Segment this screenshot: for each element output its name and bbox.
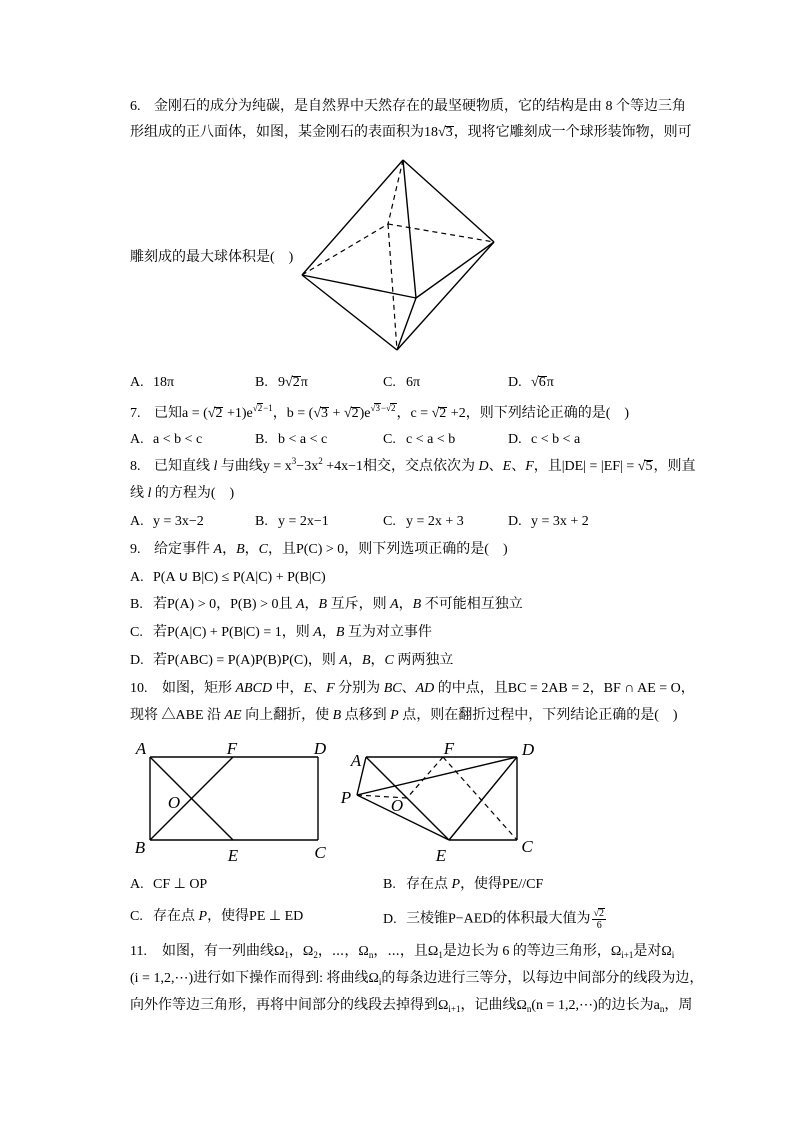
option-text: P(A ∪ B|C) ≤ P(A|C) + P(B|C) — [153, 570, 326, 585]
option-label: B. — [383, 877, 396, 892]
q10-option-d — [383, 908, 606, 931]
radical — [438, 124, 454, 142]
q9-option-d — [130, 652, 453, 670]
subscript: i — [671, 950, 675, 960]
q8-option-d — [508, 513, 589, 531]
vertex-label: P — [340, 788, 352, 807]
stem-text: 点，则在翻折过程中，下列结论正确的是( ) — [398, 708, 678, 723]
stem-text: 形组成的正八面体，如图，某金刚石的表面积为 — [130, 125, 424, 140]
figure-edge — [366, 757, 449, 840]
figure-edge — [357, 757, 517, 795]
stem-text: ，b = ( — [272, 406, 314, 421]
q11-stem-line-3 — [130, 997, 692, 1015]
vertex-label: B — [134, 838, 146, 857]
option-label: D. — [130, 653, 144, 668]
option-text: y = 2x + 3 — [406, 514, 464, 529]
q10-stem-line-2 — [130, 707, 678, 725]
stem-text: 的中点，且BC = 2AB = 2，BF ∩ AE = O， — [434, 681, 695, 696]
q9-option-c — [130, 624, 432, 642]
option-text: 两两独立 — [393, 653, 454, 668]
stem-text: −3x — [296, 459, 319, 474]
q7-option-d — [508, 431, 580, 449]
q7-stem-line-1 — [130, 403, 629, 421]
stem-text: 现将 △ABE 沿 — [130, 708, 225, 723]
variable: P — [390, 708, 399, 723]
variable: D — [478, 459, 489, 474]
radicand: 2 — [351, 406, 359, 421]
question-number: 6. — [130, 99, 141, 114]
stem-text: 点移到 — [341, 708, 391, 723]
radical — [593, 908, 605, 919]
option-label: A. — [130, 877, 144, 892]
stem-text: 分别为 — [334, 681, 384, 696]
question-number: 7. — [130, 406, 141, 421]
variable: C — [258, 542, 268, 557]
variable: AE — [224, 708, 242, 723]
option-text: 若P(A|C) + P(B|C) = 1，则 — [153, 625, 314, 640]
q6-option-b — [255, 374, 308, 392]
variable: A — [339, 653, 348, 668]
stem-text: 是边长为 6 的等边三角形，Ω — [442, 944, 622, 959]
octahedron-hidden-edge — [388, 224, 397, 350]
radical — [208, 405, 224, 423]
question-number: 11. — [130, 944, 147, 959]
radicand: 6 — [538, 375, 546, 390]
figure-edge — [449, 757, 517, 840]
radicand: 2 — [257, 403, 263, 413]
q9-option-b — [130, 596, 523, 614]
option-text: 三棱锥P−AED的体积最大值为 — [406, 911, 591, 927]
option-text: ， — [321, 625, 336, 640]
stem-text: 如图，矩形 — [162, 681, 236, 696]
option-label: C. — [130, 625, 143, 640]
subscript: 1 — [284, 950, 289, 960]
stem-text: ，则直 — [653, 459, 696, 474]
q8-option-b — [255, 513, 329, 531]
radical — [531, 374, 547, 392]
octahedron-edge — [416, 242, 494, 298]
variable: F — [326, 681, 335, 696]
option-label: B. — [130, 597, 143, 612]
q7-option-b — [255, 431, 327, 449]
option-text: c < b < a — [531, 432, 581, 447]
stem-text: 雕刻成的最大球体积是( ) — [130, 250, 294, 265]
stem-text: +1)e — [223, 406, 253, 421]
vertex-label: F — [226, 739, 238, 758]
q8-stem-line-2 — [130, 485, 234, 503]
variable: A — [390, 597, 399, 612]
vertex-label: A — [350, 751, 362, 770]
q11-stem-line-1 — [130, 943, 674, 961]
stem-text: ，且|DE| = |EF| = — [533, 459, 638, 474]
q8-stem-line-1 — [130, 458, 695, 476]
subscript: 1 — [438, 950, 443, 960]
option-label: C. — [130, 909, 143, 924]
subscript: i+1 — [621, 950, 634, 960]
radical — [344, 405, 360, 423]
option-text: 不可能相互独立 — [421, 597, 523, 612]
fraction-denominator: 6 — [596, 920, 602, 931]
option-label: C. — [383, 432, 396, 447]
fraction — [592, 908, 606, 931]
variable: BC — [383, 681, 402, 696]
option-label: B. — [255, 432, 268, 447]
variable: B — [236, 542, 245, 557]
fraction-numerator — [592, 908, 606, 920]
stem-text: ，且P(C) > 0，则下列选项正确的是( ) — [267, 542, 508, 557]
variable: C — [384, 653, 394, 668]
stem-text: ，c = — [396, 406, 432, 421]
stem-text: 是对Ω — [633, 944, 672, 959]
stem-text: ，Ω — [288, 944, 314, 959]
exponent-text: −1 — [263, 403, 273, 413]
stem-text: +4x−1相交，交点依次为 — [322, 459, 479, 474]
variable: B — [412, 597, 422, 612]
q9-option-a — [130, 569, 326, 587]
stem-text: 的每条边进行三等分，以每边中间部分的线段为边， — [381, 971, 704, 986]
vertex-label: O — [390, 796, 404, 815]
question-number: 10. — [130, 681, 148, 696]
vertex-label: O — [167, 793, 181, 812]
stem-text: ，周 — [664, 998, 693, 1013]
exponent — [371, 403, 397, 413]
stem-text: 、 — [511, 459, 526, 474]
octahedron-edge — [302, 160, 403, 275]
variable: A — [213, 542, 223, 557]
variable: l — [213, 459, 218, 474]
stem-text: 如图，有一列曲线Ω — [162, 944, 285, 959]
variable: P — [198, 909, 208, 924]
option-text: 存在点 — [406, 877, 452, 892]
stem-text: 与曲线y = x — [217, 459, 292, 474]
q10-option-a — [130, 876, 207, 894]
stem-text: 向外作等边三角形，再将中间部分的线段去掉得到Ω — [130, 998, 449, 1013]
variable: A — [313, 625, 322, 640]
radicand: 2 — [391, 403, 396, 413]
octahedron-hidden-edge — [302, 224, 388, 275]
stem-text: ， — [244, 542, 259, 557]
q6-option-d — [508, 374, 554, 392]
option-label: A. — [130, 570, 144, 585]
option-label: D. — [383, 911, 397, 927]
option-text: c < a < b — [406, 432, 456, 447]
stem-text: ，现将它雕刻成一个球形装饰物，则可 — [453, 125, 692, 140]
question-number: 8. — [130, 459, 141, 474]
stem-text: +2，则下列结论正确的是( ) — [447, 406, 630, 421]
option-text: y = 3x−2 — [153, 514, 204, 529]
variable: ABCD — [235, 681, 273, 696]
radical — [432, 405, 448, 423]
option-label: A. — [130, 432, 144, 447]
stem-text: ，⋯，Ω — [317, 944, 369, 959]
option-label: D. — [508, 432, 522, 447]
rectangle-fold-figures — [125, 735, 555, 865]
option-text: a < b < c — [153, 432, 203, 447]
octahedron-hidden-edge — [388, 224, 494, 242]
option-label: B. — [255, 514, 268, 529]
octahedron-edge — [403, 160, 494, 242]
option-text: ，使得PE//CF — [460, 877, 544, 892]
vertex-label: D — [521, 740, 535, 759]
option-text: CF ⊥ OP — [153, 877, 208, 892]
octahedron-figure — [295, 150, 505, 360]
option-label: C. — [383, 514, 396, 529]
option-label: A. — [130, 514, 144, 529]
radicand: 2 — [215, 406, 223, 421]
octahedron-edge — [397, 298, 416, 350]
stem-text: ，⋯，且Ω — [373, 944, 439, 959]
radical — [371, 403, 381, 412]
option-text: ，使得PE ⊥ ED — [207, 909, 304, 924]
radicand: 3 — [321, 406, 329, 421]
stem-text: 金刚石的成分为纯碳，是自然界中天然存在的最坚硬物质，它的结构是由 8 个等边三角 — [154, 99, 686, 114]
option-label: A. — [130, 375, 144, 390]
q10-option-c — [130, 908, 303, 926]
option-text: 若P(A) > 0，P(B) > 0且 — [153, 597, 296, 612]
option-label: D. — [508, 375, 522, 390]
q6-option-a — [130, 374, 174, 392]
stem-text: 已知a = ( — [154, 406, 208, 421]
q8-option-a — [130, 513, 204, 531]
option-text: ， — [304, 597, 319, 612]
subscript: i — [378, 977, 382, 987]
q10-stem-line-1 — [130, 680, 695, 698]
option-label: B. — [255, 375, 268, 390]
stem-text: 给定事件 — [154, 542, 214, 557]
option-text: b < a < c — [278, 432, 328, 447]
subscript: n — [659, 1004, 665, 1014]
q7-option-c — [383, 431, 455, 449]
q6-stem-line-3 — [130, 249, 293, 267]
subscript: 2 — [313, 950, 318, 960]
vertex-label: A — [135, 739, 147, 758]
stem-text: + — [329, 406, 344, 421]
q10-option-b — [383, 876, 543, 894]
stem-text: )e — [359, 406, 371, 421]
stem-text: 的方程为( ) — [151, 486, 235, 501]
stem-text: 、 — [312, 681, 327, 696]
radical — [386, 403, 396, 412]
option-label: C. — [383, 375, 396, 390]
variable: AD — [415, 681, 435, 696]
variable: F — [525, 459, 534, 474]
option-text: y = 3x + 2 — [531, 514, 589, 529]
variable: A — [295, 597, 305, 612]
variable: E — [502, 459, 512, 474]
stem-text: ， — [222, 542, 237, 557]
stem-text: (n = 1,2,⋯)的边长为a — [531, 998, 660, 1013]
exponent — [253, 403, 273, 413]
question-number: 9. — [130, 542, 141, 557]
exponent: 2 — [318, 456, 323, 466]
subscript: n — [526, 1004, 532, 1014]
radicand: 2 — [598, 908, 604, 919]
option-text: π — [300, 375, 308, 390]
octahedron-edge — [403, 160, 416, 298]
octahedron-edge — [302, 275, 397, 350]
variable: B — [332, 708, 342, 723]
q6-stem-line-1 — [130, 98, 686, 116]
vertex-label: E — [435, 846, 447, 865]
vertex-label: F — [443, 739, 455, 758]
q6-stem-line-2 — [130, 124, 692, 142]
variable: B — [361, 653, 371, 668]
subscript: n — [368, 950, 374, 960]
q9-stem-line-1 — [130, 541, 508, 559]
option-text: ， — [370, 653, 385, 668]
stem-text: 中， — [272, 681, 304, 696]
q6-option-c — [383, 374, 420, 392]
option-text: y = 2x−1 — [278, 514, 329, 529]
option-text: 互为对立事件 — [344, 625, 432, 640]
radical — [638, 458, 654, 476]
stem-text: 、 — [401, 681, 416, 696]
radicand: 5 — [645, 459, 653, 474]
vertex-label: C — [521, 837, 533, 856]
vertex-label: E — [227, 846, 239, 865]
figure-hidden-edge — [407, 757, 443, 798]
vertex-label: C — [314, 843, 326, 862]
stem-text: 线 — [130, 486, 148, 501]
variable: P — [451, 877, 461, 892]
option-text: ， — [398, 597, 413, 612]
option-text: 9 — [278, 375, 285, 390]
exponent: 3 — [291, 456, 297, 466]
option-text: 互斥，则 — [327, 597, 391, 612]
coefficient: 18 — [424, 125, 438, 140]
radical — [313, 405, 329, 423]
option-text: 若P(ABC) = P(A)P(B)P(C)，则 — [153, 653, 340, 668]
variable: l — [147, 486, 152, 501]
exponent-text: − — [380, 403, 387, 413]
variable: B — [335, 625, 345, 640]
q11-stem-line-2 — [130, 970, 703, 988]
radical — [285, 374, 301, 392]
subscript: i+1 — [448, 1004, 461, 1014]
radicand: 3 — [375, 403, 380, 413]
option-text: π — [546, 375, 554, 390]
stem-text: 、 — [488, 459, 503, 474]
stem-text: (i = 1,2,⋯)进行如下操作而得到: 将曲线Ω — [130, 971, 379, 986]
option-text: 6π — [406, 375, 421, 390]
q7-option-a — [130, 431, 202, 449]
stem-text: ，记曲线Ω — [460, 998, 527, 1013]
radical — [253, 403, 263, 412]
q8-option-c — [383, 513, 464, 531]
radicand: 3 — [445, 125, 453, 140]
radicand: 2 — [292, 375, 300, 390]
stem-text: 向上翻折，使 — [241, 708, 333, 723]
variable: E — [303, 681, 313, 696]
stem-text: 已知直线 — [154, 459, 214, 474]
option-label: D. — [508, 514, 522, 529]
option-text: 存在点 — [153, 909, 199, 924]
variable: B — [318, 597, 328, 612]
radicand: 2 — [439, 406, 447, 421]
octahedron-edge — [302, 275, 416, 298]
option-text: 18π — [153, 375, 175, 390]
option-text: ， — [347, 653, 362, 668]
vertex-label: D — [313, 739, 327, 758]
